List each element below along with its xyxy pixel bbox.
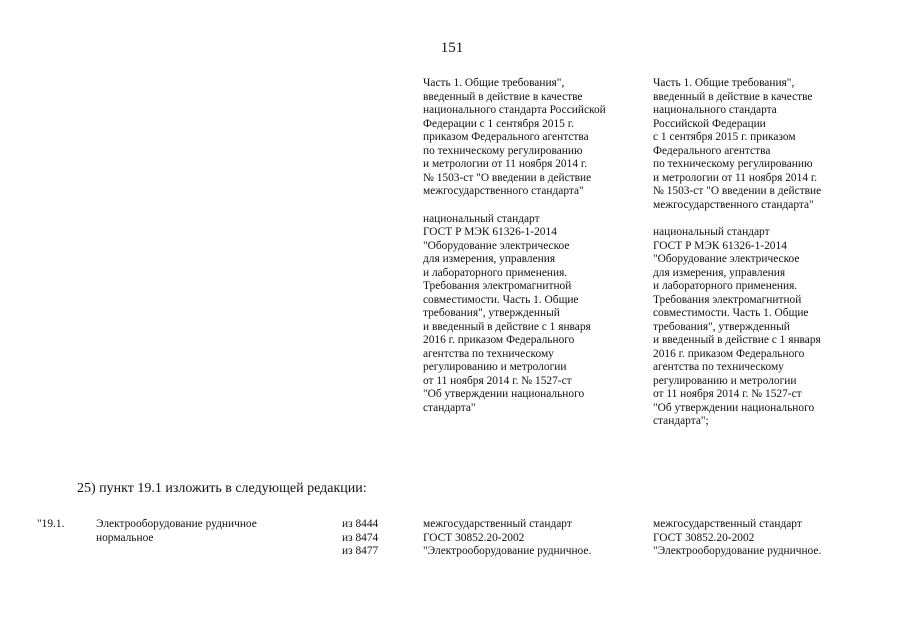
amendment-instruction: 25) пункт 19.1 изложить в следующей редакции: [77, 481, 367, 496]
text-line: "Об утверждении национального [423, 388, 585, 400]
text-line: ГОСТ Р МЭК 61326-1-2014 [423, 226, 557, 238]
text-line: стандарта" [423, 401, 476, 414]
text-line: национального стандарта [653, 104, 777, 116]
col3-block-1 [423, 77, 606, 199]
text-line: "Электрооборудование рудничное. [653, 545, 822, 557]
text-line: и метрологии от 11 ноября 2014 г. [423, 158, 588, 170]
text-line: требования", утвержденный [653, 320, 790, 333]
text-line: и введенный в действие с 1 января [653, 334, 821, 346]
row-product-name [96, 518, 257, 545]
row-number [37, 518, 64, 532]
text-line: и лабораторного применения. [423, 266, 568, 279]
text-line: межгосударственного стандарта" [653, 198, 814, 211]
item-number: "19.1. [37, 518, 65, 530]
col4-block-1 [653, 77, 821, 212]
text-line: "Об утверждении национального [653, 401, 815, 414]
column-document-new [653, 77, 821, 429]
row-col4-standard [653, 518, 821, 559]
text-line: по техническому регулированию [423, 144, 583, 157]
row-codes [342, 518, 378, 559]
code-item: из 8444 [342, 518, 379, 530]
text-line: для измерения, управления [653, 266, 786, 279]
text-line: № 1503-ст "О введении в действие [653, 185, 822, 197]
text-line: "Оборудование электрическое [423, 239, 570, 252]
text-line: введенный в действие в качестве [653, 90, 813, 103]
text-line: агентства по техническому [653, 361, 784, 373]
text-line: регулированию и метрологии [423, 361, 567, 373]
text-line: Электрооборудование рудничное [96, 518, 257, 530]
text-line: Часть 1. Общие требования", [423, 77, 565, 89]
text-line: национального стандарта Российской [423, 104, 606, 116]
text-line: 2016 г. приказом Федерального [653, 347, 805, 360]
text-line: от 11 ноября 2014 г. № 1527-ст [423, 374, 572, 387]
text-line: № 1503-ст "О введении в действие [423, 171, 592, 184]
text-line: совместимости. Часть 1. Общие [653, 307, 809, 319]
text-line: ГОСТ 30852.20-2002 [423, 531, 525, 544]
row-col3-standard [423, 518, 591, 559]
text-line: и введенный в действие с 1 января [423, 320, 591, 333]
text-line: "Оборудование электрическое [653, 253, 800, 265]
text-line: ГОСТ Р МЭК 61326-1-2014 [653, 239, 787, 252]
code-item: из 8477 [342, 545, 379, 557]
text-line: национальный стандарт [653, 226, 770, 238]
col3-block-2 [423, 213, 606, 416]
text-line: и метрологии от 11 ноября 2014 г. [653, 171, 818, 184]
code-item: из 8474 [342, 531, 379, 544]
text-line: с 1 сентября 2015 г. приказом [653, 131, 796, 143]
text-line: Часть 1. Общие требования", [653, 77, 795, 89]
text-line: от 11 ноября 2014 г. № 1527-ст [653, 388, 802, 400]
col4-block-2 [653, 226, 821, 429]
text-line: Федерального агентства [653, 144, 771, 157]
text-line: межгосударственный стандарт [653, 518, 802, 530]
text-line: совместимости. Часть 1. Общие [423, 293, 579, 306]
text-line: 2016 г. приказом Федерального [423, 334, 575, 346]
text-line: межгосударственный стандарт [423, 518, 572, 530]
page-number: 151 [440, 40, 464, 56]
text-line: Федерации с 1 сентября 2015 г. [423, 117, 574, 130]
column-document-current [423, 77, 606, 415]
text-line: ГОСТ 30852.20-2002 [653, 531, 755, 544]
text-line: для измерения, управления [423, 253, 556, 265]
text-line: межгосударственного стандарта" [423, 185, 584, 197]
text-line: стандарта"; [653, 415, 709, 427]
text-line: национальный стандарт [423, 212, 540, 225]
text-line: "Электрооборудование рудничное. [423, 545, 592, 557]
text-line: агентства по техническому [423, 347, 554, 360]
text-line: приказом Федерального агентства [423, 131, 589, 143]
text-line: нормальное [96, 531, 154, 544]
text-line: Требования электромагнитной [653, 293, 802, 306]
text-line: регулированию и метрологии [653, 374, 797, 387]
text-line: по техническому регулированию [653, 158, 813, 170]
text-line: Требования электромагнитной [423, 280, 572, 292]
text-line: введенный в действие в качестве [423, 90, 583, 103]
text-line: требования", утвержденный [423, 307, 560, 319]
text-line: и лабораторного применения. [653, 280, 798, 292]
text-line: Российской Федерации [653, 117, 766, 130]
